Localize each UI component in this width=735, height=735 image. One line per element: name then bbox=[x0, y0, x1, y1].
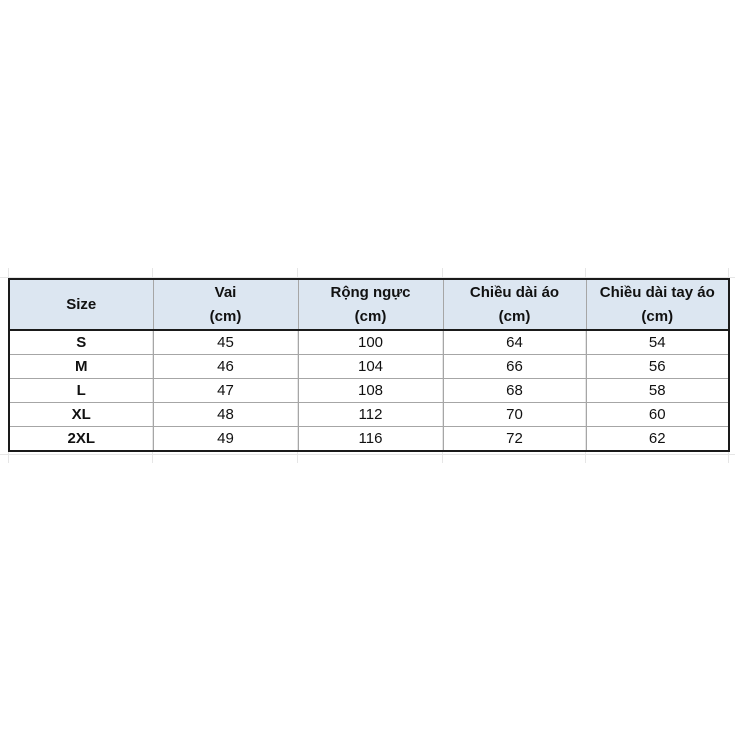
chieu-dai-tay-ao-cell: 58 bbox=[586, 379, 729, 403]
header-row bbox=[9, 279, 729, 330]
chieu-dai-ao-cell: 72 bbox=[443, 427, 586, 452]
table-row bbox=[9, 427, 729, 452]
rong-nguc-cell: 108 bbox=[298, 379, 443, 403]
header-vai-unit: (cm) bbox=[209, 307, 242, 325]
header-chieu-dai-tay-ao bbox=[586, 279, 729, 330]
vai-cell: 48 bbox=[153, 403, 298, 427]
size-cell: 2XL bbox=[9, 427, 153, 452]
size-cell: M bbox=[9, 355, 153, 379]
header-rong-nguc-label: Rộng ngực bbox=[330, 283, 411, 301]
table-row bbox=[9, 330, 729, 355]
chieu-dai-tay-ao-cell: 56 bbox=[586, 355, 729, 379]
header-chieu-dai-ao-label: Chiều dài áo bbox=[469, 283, 560, 301]
header-size bbox=[9, 279, 153, 330]
vai-cell: 49 bbox=[153, 427, 298, 452]
header-size-label: Size bbox=[66, 295, 97, 313]
rong-nguc-cell: 116 bbox=[298, 427, 443, 452]
chieu-dai-ao-cell: 64 bbox=[443, 330, 586, 355]
rong-nguc-cell: 104 bbox=[298, 355, 443, 379]
chieu-dai-tay-ao-cell: 54 bbox=[586, 330, 729, 355]
table-row bbox=[9, 403, 729, 427]
header-rong-nguc-unit: (cm) bbox=[354, 307, 387, 325]
chieu-dai-ao-cell: 66 bbox=[443, 355, 586, 379]
header-chieu-dai-tay-ao-unit: (cm) bbox=[641, 307, 674, 325]
chieu-dai-tay-ao-cell: 60 bbox=[586, 403, 729, 427]
chieu-dai-ao-cell: 68 bbox=[443, 379, 586, 403]
header-chieu-dai-ao bbox=[443, 279, 586, 330]
header-vai-label: Vai bbox=[214, 283, 237, 301]
header-vai bbox=[153, 279, 298, 330]
size-cell: S bbox=[9, 330, 153, 355]
table-row bbox=[9, 379, 729, 403]
size-cell: L bbox=[9, 379, 153, 403]
header-rong-nguc bbox=[298, 279, 443, 330]
vai-cell: 46 bbox=[153, 355, 298, 379]
chieu-dai-tay-ao-cell: 62 bbox=[586, 427, 729, 452]
table-row bbox=[9, 355, 729, 379]
rong-nguc-cell: 112 bbox=[298, 403, 443, 427]
vai-cell: 45 bbox=[153, 330, 298, 355]
size-chart-table bbox=[8, 278, 730, 452]
chieu-dai-ao-cell: 70 bbox=[443, 403, 586, 427]
header-chieu-dai-tay-ao-label: Chiều dài tay áo bbox=[599, 283, 715, 301]
header-chieu-dai-ao-unit: (cm) bbox=[498, 307, 531, 325]
vai-cell: 47 bbox=[153, 379, 298, 403]
size-cell: XL bbox=[9, 403, 153, 427]
rong-nguc-cell: 100 bbox=[298, 330, 443, 355]
